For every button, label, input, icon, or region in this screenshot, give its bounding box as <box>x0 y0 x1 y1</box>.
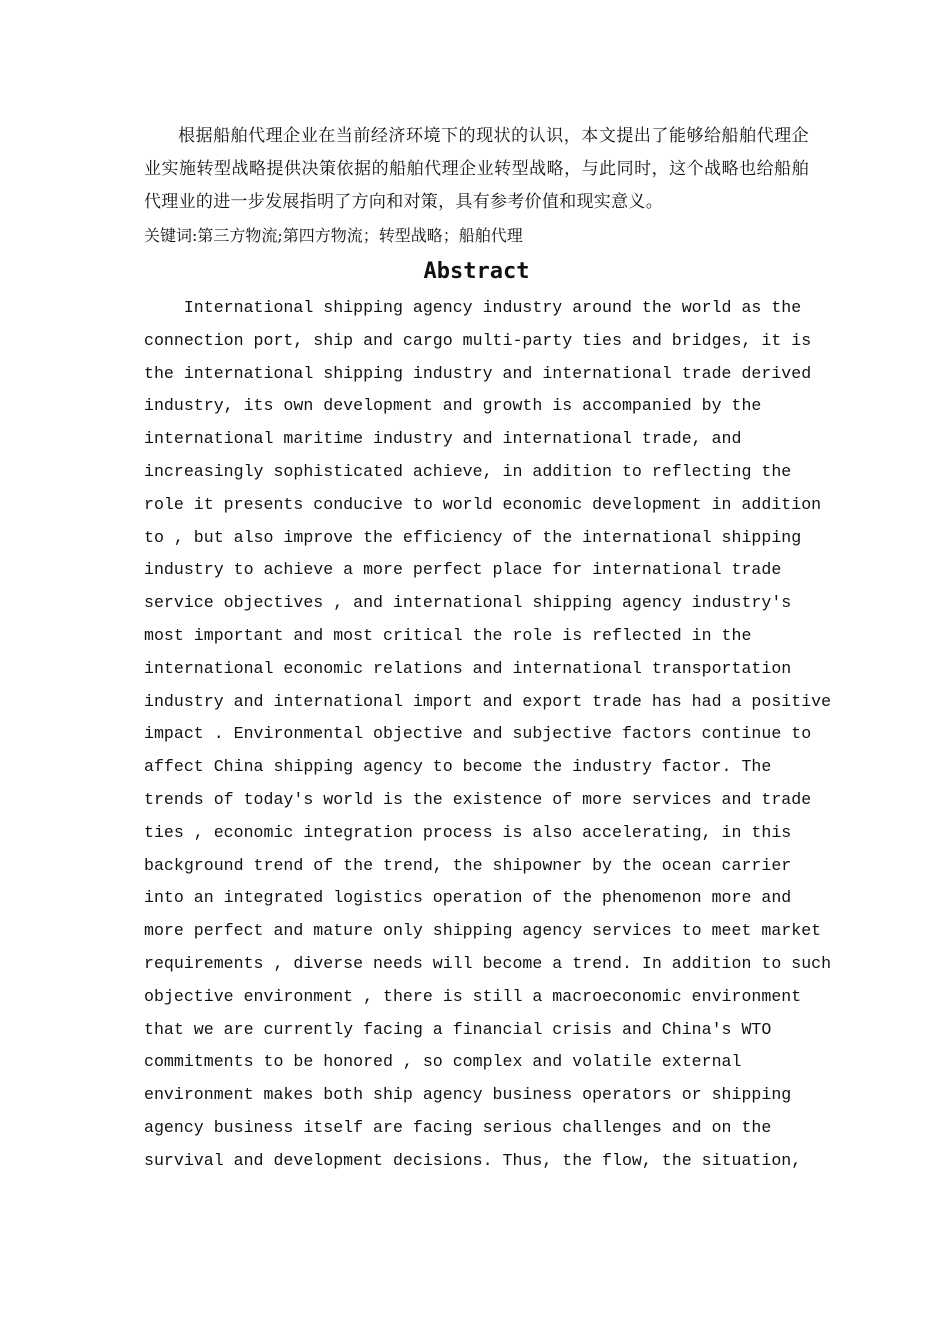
abstract-line: requirements , diverse needs will become a trend. In addition to such <box>144 953 832 973</box>
abstract-line: International shipping agency industry around the world as the <box>144 298 802 317</box>
abstract-line: background trend of the trend, the shipowner by the ocean carrier <box>144 855 792 875</box>
abstract-line: to , but also improve the efficiency of the international shipping <box>144 527 802 547</box>
abstract-line: industry, its own development and growth is accompanied by the <box>144 396 762 416</box>
document-page <box>144 120 832 1178</box>
english-abstract-body <box>144 292 832 1178</box>
abstract-line: role it presents conducive to world economic development in addition <box>144 494 822 514</box>
abstract-line: survival and development decisions. Thus, the flow, the situation, <box>144 1150 802 1170</box>
abstract-line: international maritime industry and international trade, and <box>144 429 742 449</box>
abstract-line: commitments to be honored , so complex and volatile external <box>144 1052 742 1072</box>
abstract-line: more perfect and mature only shipping agency services to meet market <box>144 921 822 941</box>
abstract-title: Abstract <box>423 259 530 284</box>
abstract-line: industry to achieve a more perfect place for international trade <box>144 560 782 580</box>
abstract-line: environment makes both ship agency business operators or shipping <box>144 1085 792 1105</box>
keywords-line: 关键词:第三方物流;第四方物流；转型战略；船舶代理 <box>144 226 523 245</box>
abstract-line: increasingly sophisticated achieve, in addition to reflecting the <box>144 461 792 481</box>
abstract-line: impact . Environmental objective and subjective factors continue to <box>144 724 812 744</box>
abstract-line: the international shipping industry and international trade derived <box>144 363 812 383</box>
abstract-line: service objectives , and international shipping agency industry's <box>144 593 792 613</box>
abstract-line: connection port, ship and cargo multi-party ties and bridges, it is <box>144 330 812 350</box>
abstract-line: affect China shipping agency to become the industry factor. The <box>144 757 772 777</box>
abstract-line: industry and international import and export trade has had a positive <box>144 691 832 711</box>
abstract-line: international economic relations and international transportation <box>144 658 792 678</box>
abstract-line: most important and most critical the role is reflected in the <box>144 625 752 645</box>
abstract-line: that we are currently facing a financial crisis and China's WTO <box>144 1019 772 1039</box>
abstract-line: objective environment , there is still a macroeconomic environment <box>144 986 802 1006</box>
abstract-line: agency business itself are facing serious challenges and on the <box>144 1117 772 1137</box>
abstract-line: ties , economic integration process is also accelerating, in this <box>144 822 792 842</box>
abstract-line: trends of today's world is the existence of more services and trade <box>144 789 812 809</box>
chinese-abstract-paragraph: 根据船舶代理企业在当前经济环境下的现状的认识，本文提出了能够给船舶代理企业实施转型战略提供决策依据的船舶代理企业转型战略，与此同时，这个战略也给船舶代理业的进一步发展指明了方向和对策，具有参考价值和现实意义。 <box>144 126 809 212</box>
abstract-line: into an integrated logistics operation of the phenomenon more and <box>144 888 792 908</box>
